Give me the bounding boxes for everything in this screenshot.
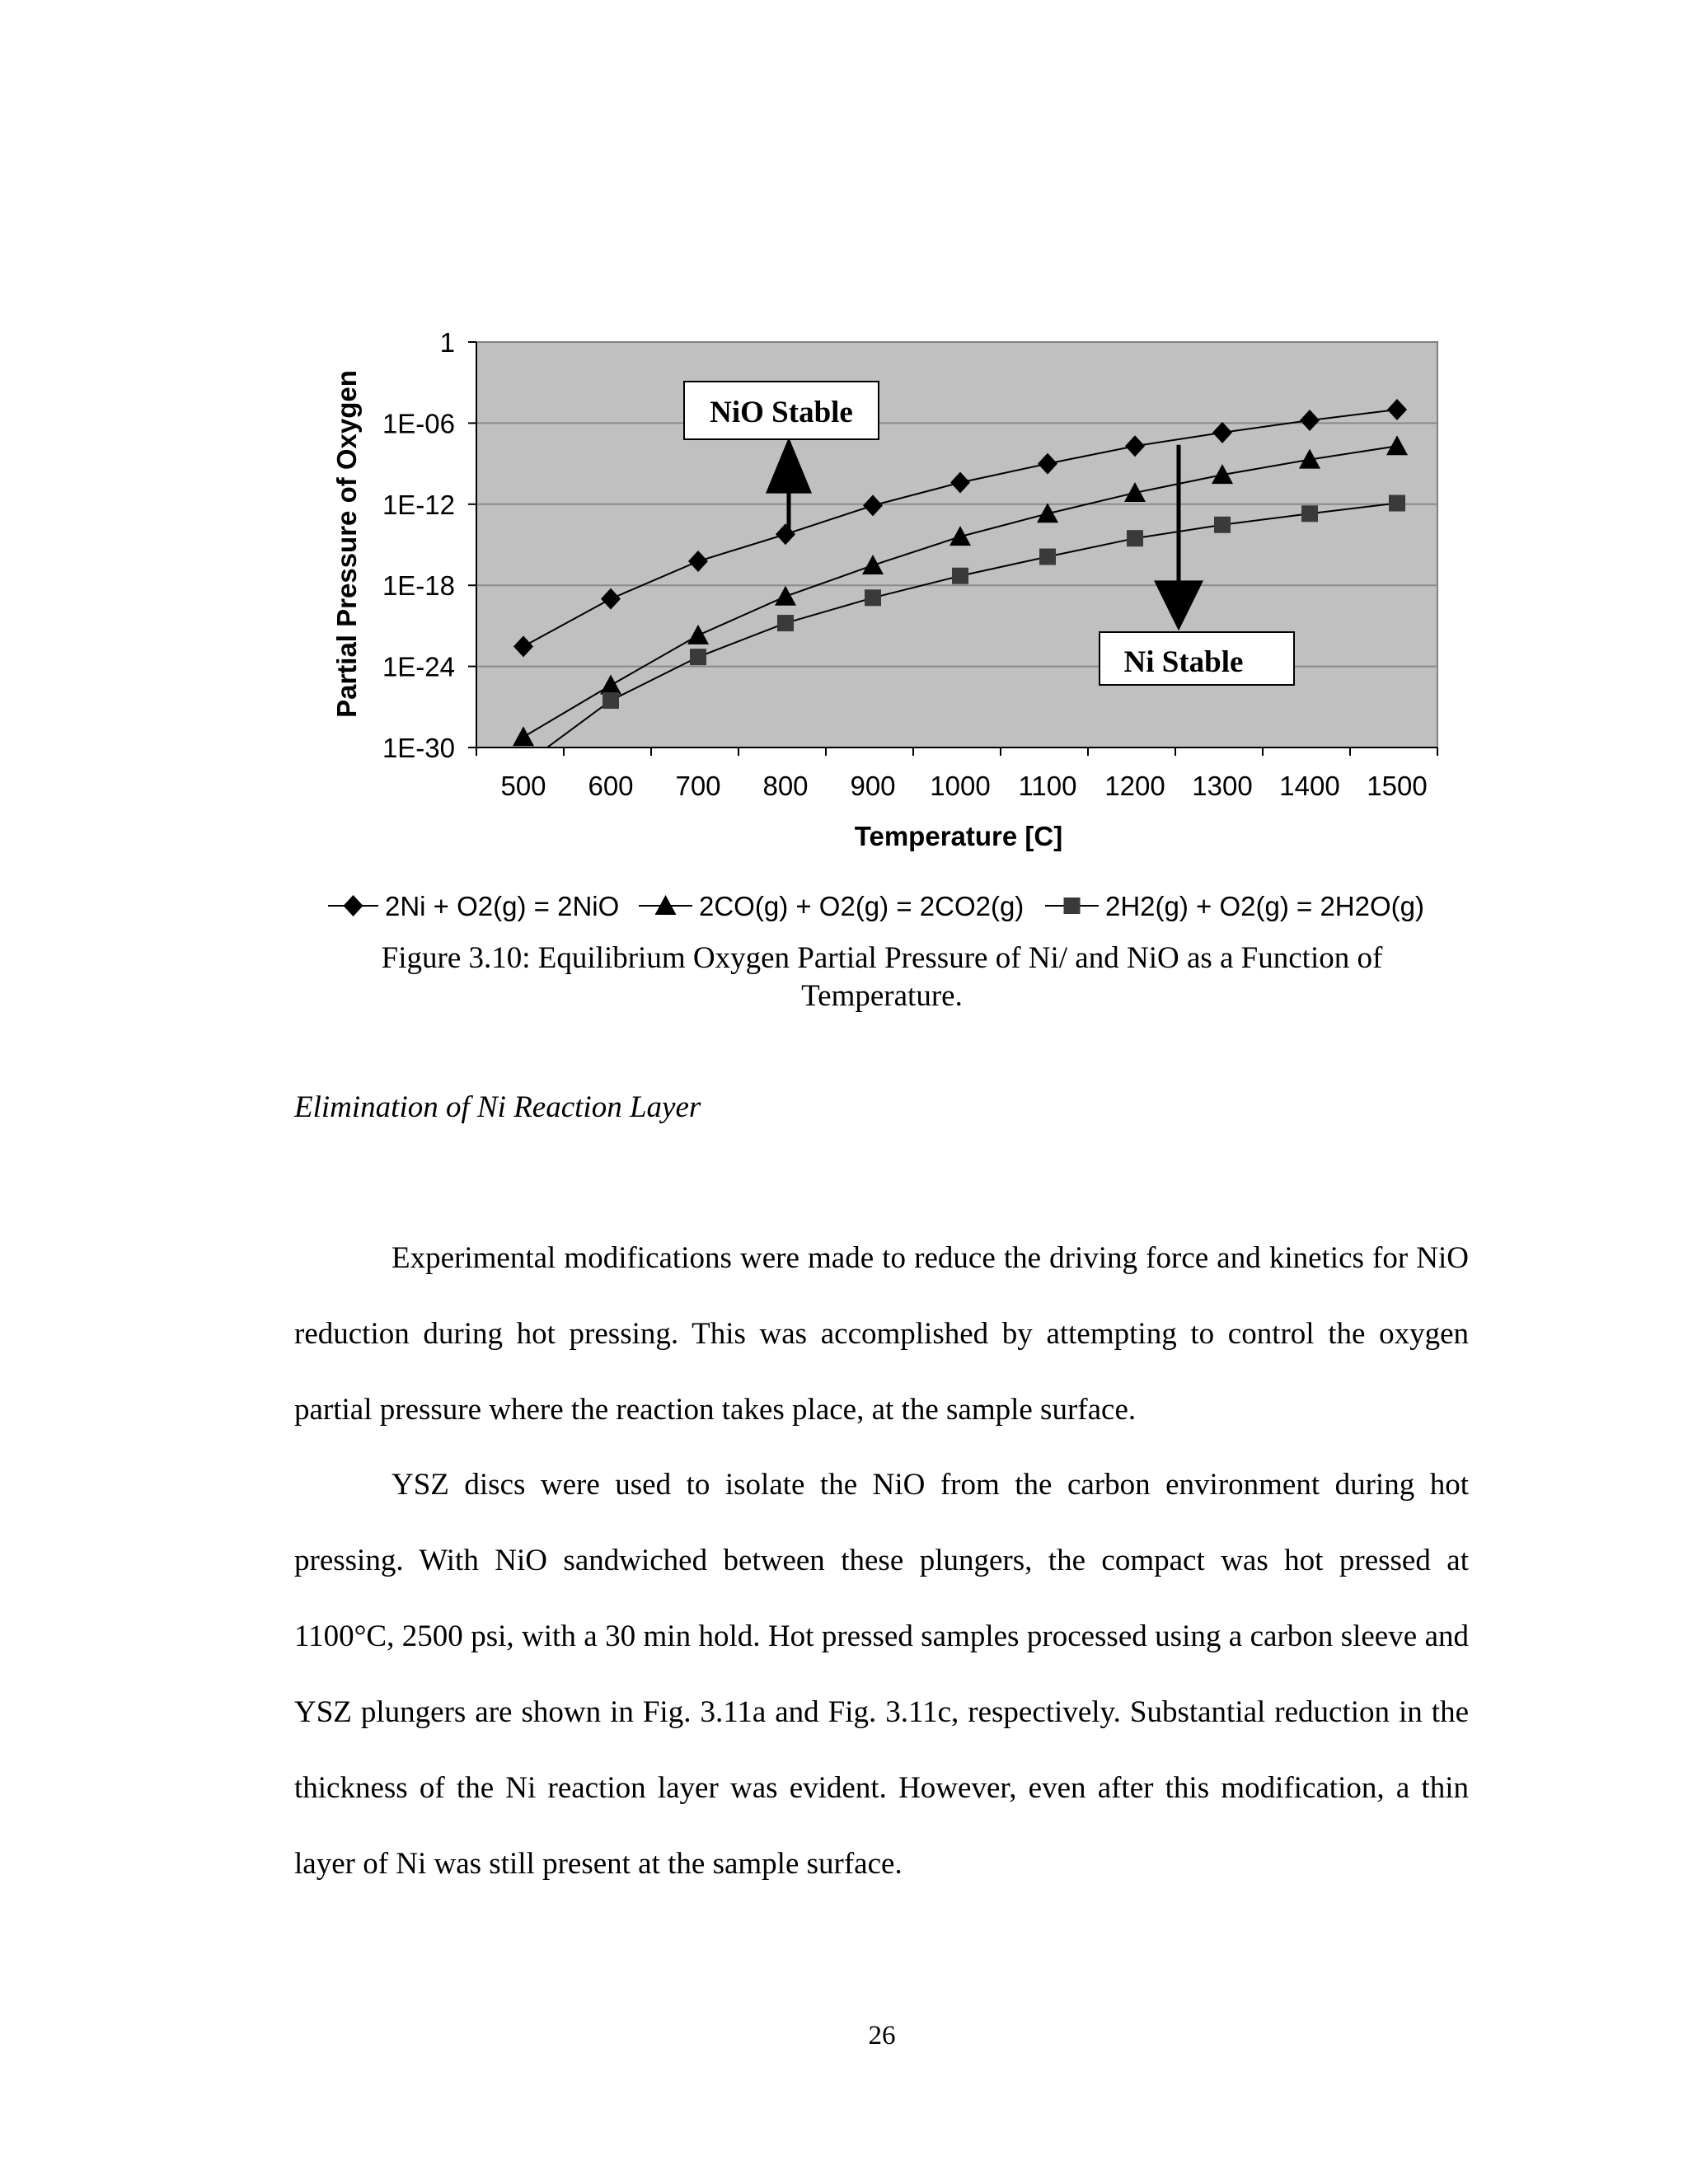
data-point: [777, 615, 794, 631]
x-tick-label: 1300: [1192, 771, 1253, 801]
ni-stable-label: Ni Stable: [1123, 645, 1244, 679]
section-heading: Elimination of Ni Reaction Layer: [294, 1090, 701, 1124]
y-axis-title: Partial Pressure of Oxygen: [331, 370, 362, 718]
figure-caption: Figure 3.10: Equilibrium Oxygen Partial Pressure of Ni/ and NiO as a Function of Temperature.: [381, 941, 1383, 1013]
nio-stable-label: NiO Stable: [710, 396, 853, 429]
body-paragraph-1: Experimental modifications were made to reduce the driving force and kinetics for NiO reduction during hot pressing. This was accomplished by attempting to control the oxygen partial pressure where the reaction takes place, at the sample surface.: [294, 1241, 1469, 1427]
x-tick-label: 1100: [1018, 771, 1077, 801]
data-point: [603, 692, 619, 709]
x-tick-label: 500: [500, 771, 546, 801]
page-number: 26: [868, 2021, 896, 2050]
x-tick-label: 700: [675, 771, 721, 801]
y-tick-label: 1E-24: [382, 651, 455, 682]
data-point: [1214, 517, 1231, 533]
x-tick-label: 1500: [1367, 771, 1428, 801]
legend-item-2: [639, 891, 1024, 921]
x-tick-labels: [500, 771, 1427, 801]
data-point: [1127, 530, 1143, 546]
x-axis-title: Temperature [C]: [854, 821, 1063, 851]
x-tick-label: 900: [850, 771, 896, 801]
data-point: [1301, 505, 1318, 522]
x-tick-label: 1400: [1279, 771, 1340, 801]
legend-label: 2CO(g) + O2(g) = 2CO2(g): [699, 891, 1025, 921]
data-point: [690, 649, 706, 665]
legend-marker: [1064, 898, 1081, 914]
legend-item-3: [1045, 891, 1424, 921]
legend: [328, 891, 1424, 921]
y-tick-label: 1E-06: [382, 408, 455, 439]
data-point: [1039, 549, 1056, 565]
y-tick-label: 1: [439, 327, 455, 358]
data-point: [865, 589, 881, 606]
legend-label: 2Ni + O2(g) = 2NiO: [385, 891, 620, 921]
data-point: [952, 568, 968, 584]
oxygen-pressure-chart: [0, 0, 1688, 940]
x-tick-label: 800: [762, 771, 809, 801]
data-point: [1389, 495, 1405, 512]
x-tick-label: 1200: [1104, 771, 1165, 801]
legend-label: 2H2(g) + O2(g) = 2H2O(g): [1105, 891, 1424, 921]
y-tick-label: 1E-18: [382, 570, 455, 602]
body-paragraph-2: YSZ discs were used to isolate the NiO from the carbon environment during hot pressing. With NiO sandwiched between these plungers, the compact was hot pressed at 1100°C, 2500 psi, with a 30 min hold. Hot pressed samples processed using a carbon sleeve and YSZ plungers are shown in Fig. 3.11a and Fig. 3.11c, respectively. Substantial reduction in the thickness of the Ni reaction layer was evident. However, even after this modification, a thin layer of Ni was still present at the sample surface.: [294, 1468, 1469, 1881]
legend-marker: [344, 895, 363, 916]
y-tick-label: 1E-12: [382, 489, 455, 520]
x-tick-label: 1000: [930, 771, 991, 801]
y-tick-label: 1E-30: [382, 733, 455, 763]
x-tick-label: 600: [588, 771, 634, 801]
legend-item-1: [328, 891, 619, 921]
y-tick-labels: [382, 327, 455, 763]
